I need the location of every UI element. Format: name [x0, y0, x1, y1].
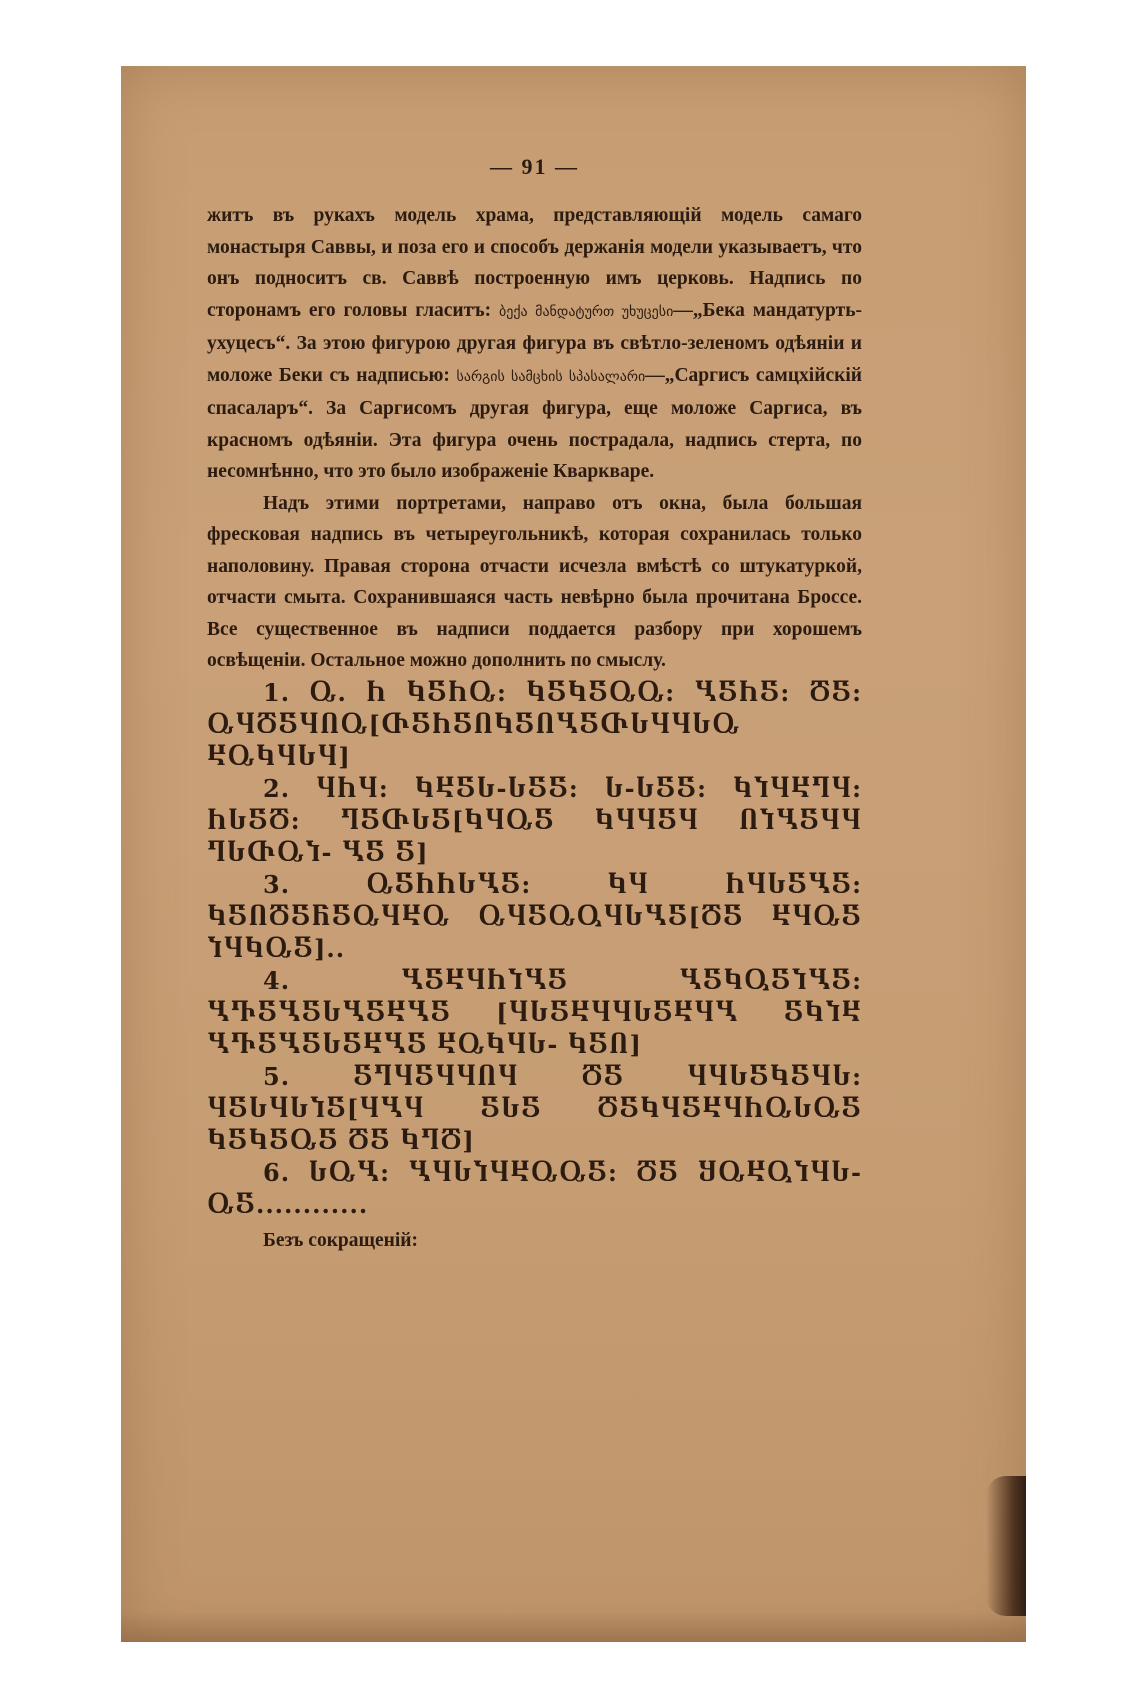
- paragraph-2: Надъ этими портретами, направо отъ окна, была большая фресковая надпись въ четыреугольникѣ, которая сохранилась только наполовину. Правая сторона отчасти исчезла вмѣстѣ со штукатуркой, отчасти смыта. Сохранившаяся часть невѣрно была прочитана Броссе. Все существенное въ надписи поддается разбору при хорошемъ освѣщеніи. Остальное можно дополнить по смыслу.: [207, 492, 862, 671]
- inscription-line-4: 4. ႡႽႾႷႹႨႡႽ ႡႽႩႳႽႨႡႽ: ႡႥႽႡႽႱႡႽႾႡႽ [ႷႱႽႾႷႷႱႽႾႷႡ ႽႩႨႾ ႡႥႽႡႽႱႽႾႡႽ ႾႭႩႷႱ- ႩႽႶ]: [207, 965, 862, 1059]
- scanned-page: [121, 66, 1026, 1642]
- footer-line: Безъ сокращеній:: [263, 1229, 419, 1251]
- paragraph-1-text-a: житъ въ рукахъ модель храма, представляющій модель самаго монастыря Саввы, и поза его и способъ держанія модели указываетъ, что онъ подноситъ св. Саввѣ построенную имъ церковь. Надпись по сторонамъ его головы гласитъ:: [207, 205, 862, 321]
- inscription-line-6: 6. ႱႭႡ: ႡႷႱႨႷႾႭႭႽ: ႣႽ ႸႭႾႳႨႷႱ- ႭႽ............: [207, 1157, 862, 1219]
- page-number: — 91 —: [490, 154, 579, 179]
- inscription-line-2: 2. ႷႹႷ: ႩႾႽႱ-ႱႽႽ: Ⴑ-ႱႽႽ: ႩႨႷႾႤႷ: ႹႱႽႣ: ႤႽႧႱႽ[ႩႷႭႽ ႩႷႷႽႷ ႶႨႡႽႷႷ ႤႱႧႭႨ- ႡႽ Ⴝ]: [207, 773, 862, 867]
- paragraph-1-text-c: —„Саргисъ самцхійскій спасаларъ“. За Саргисомъ другая фигура, еще моложе Саргиса, въ красномъ одѣяніи. Эта фигура очень пострадала, надпись стерта, по несомнѣнно, что это было изображеніе Кварквaре.: [207, 364, 863, 482]
- georgian-inscription-1: ბექა მანდატურთ უხუცესი: [499, 303, 674, 320]
- inscription-line-3: 3. ႭႽႹႹႱႡႽ: ႩႷ ႹႷႱႽႡႽ: ႩႽႶႣႽႬႽႭႷႾႭ ႭႷႽႭႳႷႱႡႽ[ႣႽ ႾႷႭႽ ႨႷႩႭႽ]..: [207, 869, 862, 963]
- page-stain: [986, 1476, 1026, 1616]
- paragraph-1: [207, 200, 862, 488]
- page-text-block: [207, 154, 862, 1256]
- georgian-inscription-2: სარგის სამცხის სპასალარი: [456, 368, 646, 385]
- page-bottom-edge: [121, 1612, 1026, 1642]
- inscription-line-5: 5. ႽႤႷႽႷႷႶႷ ႣႽ ႷႷႱႽႩႽႷႱ: ႷႽႱႷႱႨႽ[ႷႡႷ ႽႱႽ ႣႽႩႷႽႾႷႹႭႱႭႽ ႩႽႩႽႭႽ ႣႽ ႩႤႣ]: [207, 1061, 862, 1155]
- paragraph-1-text-b: —„Бека мандатурть-ухуцесъ“. За этою фигурою другая фигура въ свѣтло-зеленомъ одѣяніи и моложе Беки съ надписью:: [207, 299, 862, 386]
- inscription-line-1: 1. Ⴍ. Ⴙ ႩႽႹႭ: ႩႽႩႽႭႭ: ႡႽႹႽ: ႣႽ: ႭႷႣႽႷႶႭ[ႧႽႹႽႶႩႽႶႡႽႧႱႷႷႱႭ ႾႭႩႷႱႷ]: [207, 677, 862, 771]
